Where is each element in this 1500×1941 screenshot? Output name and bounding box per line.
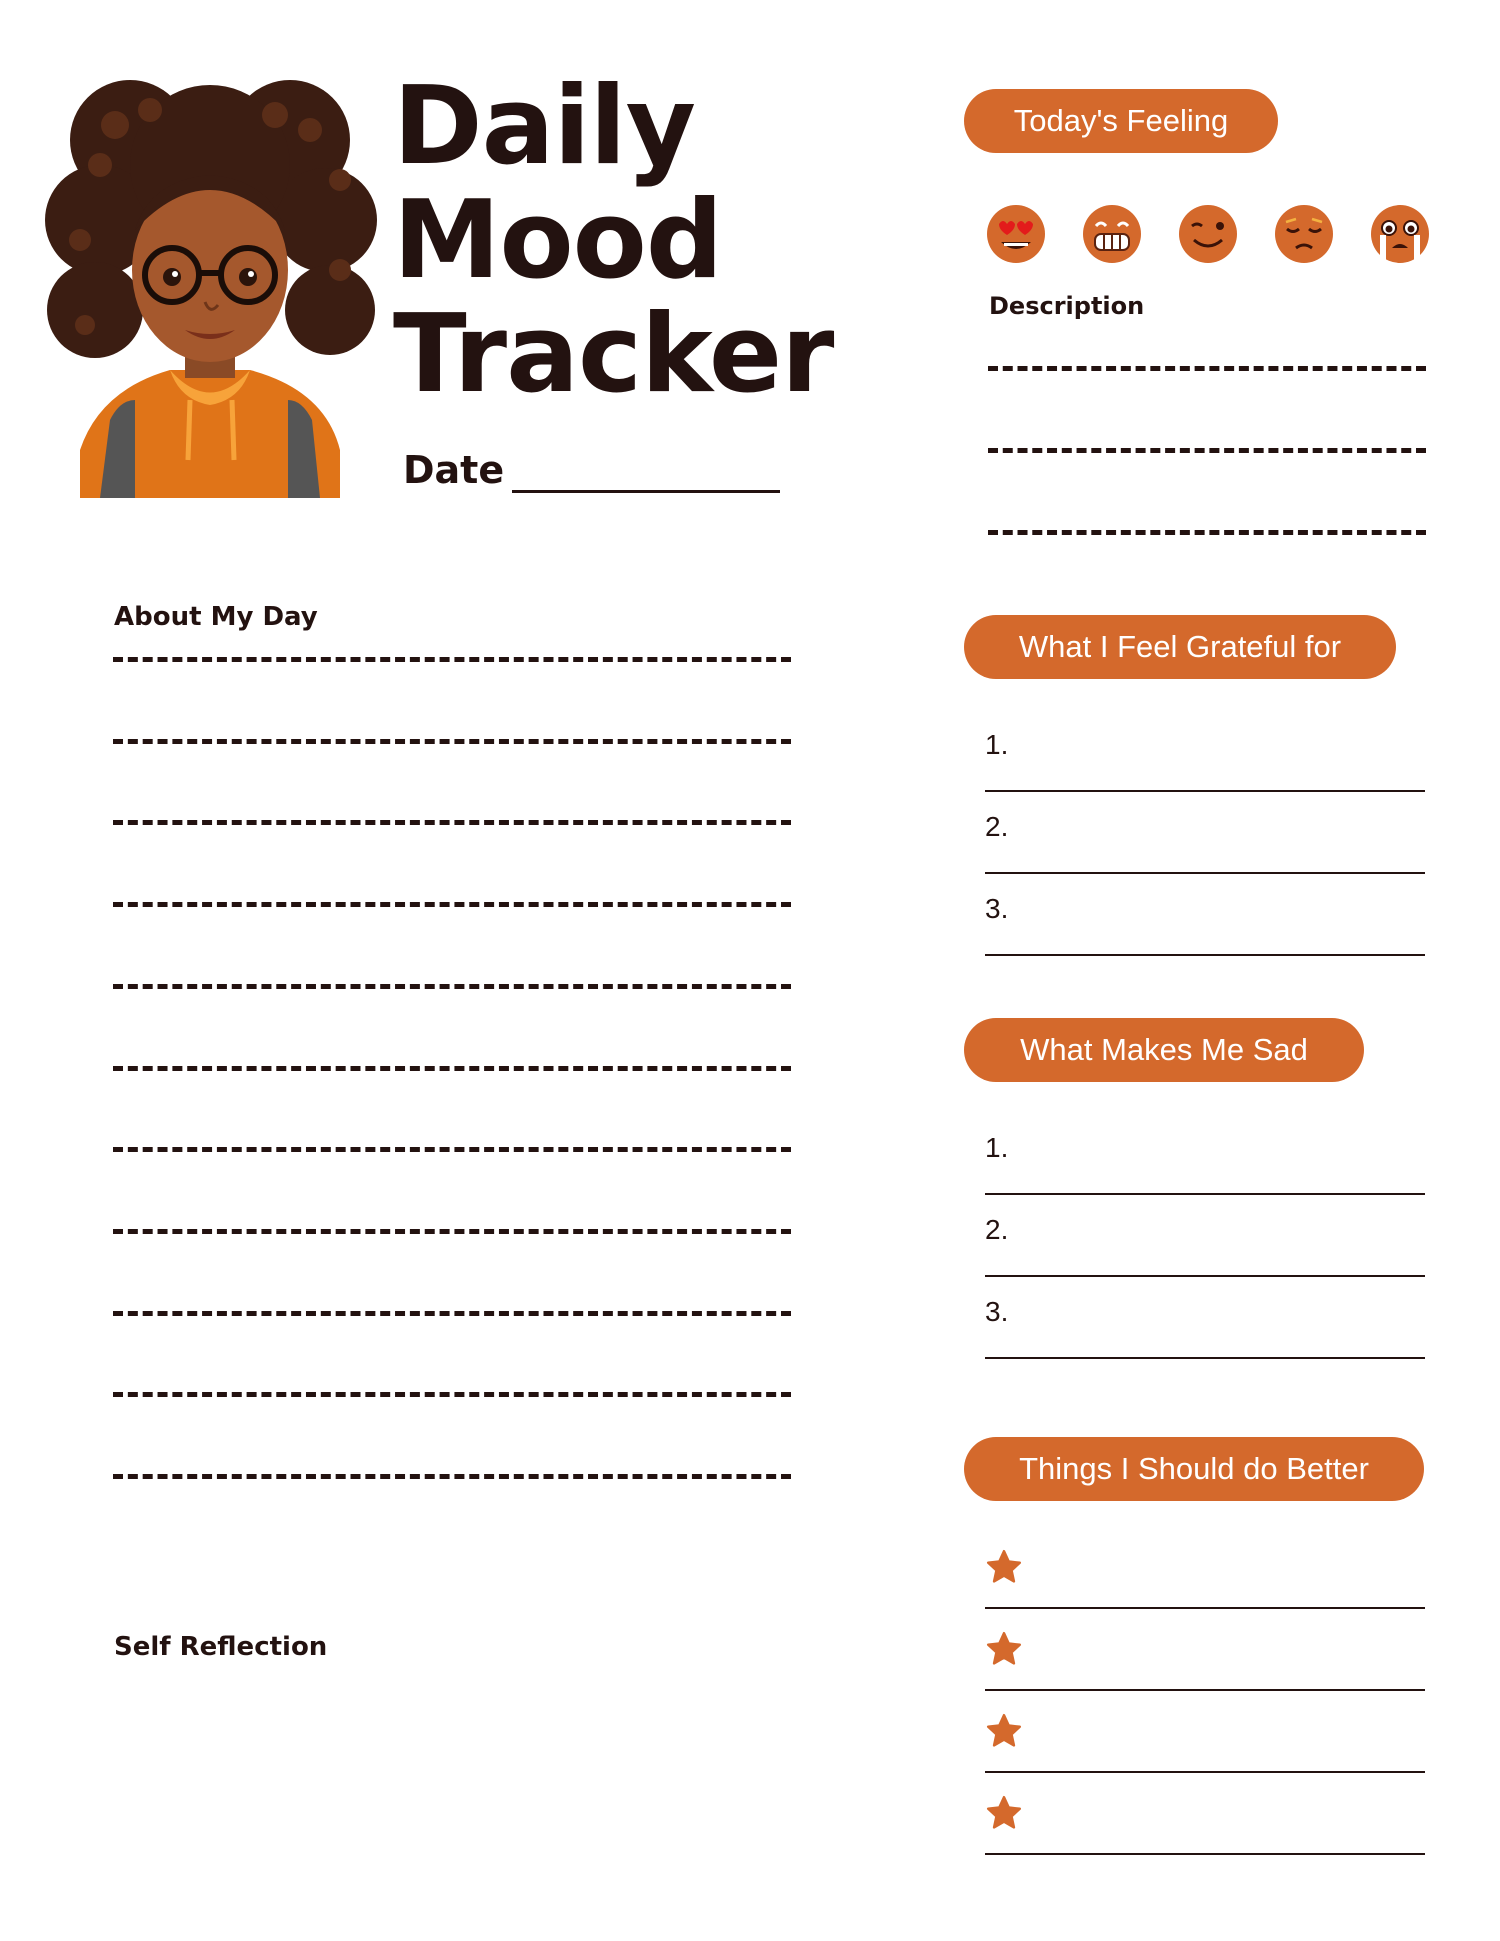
about-my-day-line[interactable]: [113, 1392, 791, 1397]
grateful-item-number: 3.: [985, 893, 1009, 924]
sad-pill: What Makes Me Sad: [964, 1018, 1364, 1082]
description-line-1[interactable]: [988, 366, 1426, 371]
better-item[interactable]: [985, 1526, 1425, 1609]
about-my-day-line[interactable]: [113, 1474, 791, 1479]
grateful-item-2[interactable]: [985, 791, 1425, 874]
heart-eyes-face-icon[interactable]: [986, 204, 1046, 264]
date-label: Date: [403, 448, 505, 492]
better-item[interactable]: [985, 1608, 1425, 1691]
grateful-item-1[interactable]: [985, 709, 1425, 792]
grinning-face-icon[interactable]: [1082, 204, 1142, 264]
sad-item-3[interactable]: [985, 1276, 1425, 1359]
star-icon: [985, 1712, 1023, 1750]
grateful-item-3[interactable]: [985, 873, 1425, 956]
about-my-day-label: About My Day: [114, 602, 318, 632]
about-my-day-line[interactable]: [113, 1066, 791, 1071]
page-title: [393, 64, 834, 417]
description-label: Description: [989, 292, 1145, 320]
sad-item-1[interactable]: [985, 1112, 1425, 1195]
pensive-face-icon[interactable]: [1274, 204, 1334, 264]
sad-item-number: 1.: [985, 1132, 1009, 1163]
grateful-pill: What I Feel Grateful for: [964, 615, 1396, 679]
girl-illustration: [40, 70, 380, 498]
crying-face-icon[interactable]: [1370, 204, 1430, 264]
about-my-day-line[interactable]: [113, 1147, 791, 1152]
about-my-day-line[interactable]: [113, 1229, 791, 1234]
star-icon: [985, 1630, 1023, 1668]
title-line-daily: Daily: [393, 64, 695, 189]
description-line-3[interactable]: [988, 530, 1426, 535]
sad-item-number: 3.: [985, 1296, 1009, 1327]
sad-item-number: 2.: [985, 1214, 1009, 1245]
star-icon: [985, 1548, 1023, 1586]
sad-item-2[interactable]: [985, 1194, 1425, 1277]
about-my-day-line[interactable]: [113, 984, 791, 989]
about-my-day-line[interactable]: [113, 820, 791, 825]
better-item[interactable]: [985, 1690, 1425, 1773]
star-icon: [985, 1794, 1023, 1832]
title-line-tracker: Tracker: [393, 292, 834, 417]
better-item[interactable]: [985, 1772, 1425, 1855]
todays-feeling-pill: Today's Feeling: [964, 89, 1278, 153]
self-reflection-label: Self Reflection: [114, 1632, 328, 1662]
better-pill: Things I Should do Better: [964, 1437, 1424, 1501]
about-my-day-line[interactable]: [113, 739, 791, 744]
grateful-item-number: 1.: [985, 729, 1009, 760]
winking-face-icon[interactable]: [1178, 204, 1238, 264]
about-my-day-line[interactable]: [113, 1311, 791, 1316]
about-my-day-line[interactable]: [113, 902, 791, 907]
date-field-line[interactable]: [512, 490, 780, 493]
description-line-2[interactable]: [988, 448, 1426, 453]
grateful-item-number: 2.: [985, 811, 1009, 842]
title-line-mood: Mood: [393, 178, 723, 303]
about-my-day-line[interactable]: [113, 657, 791, 662]
